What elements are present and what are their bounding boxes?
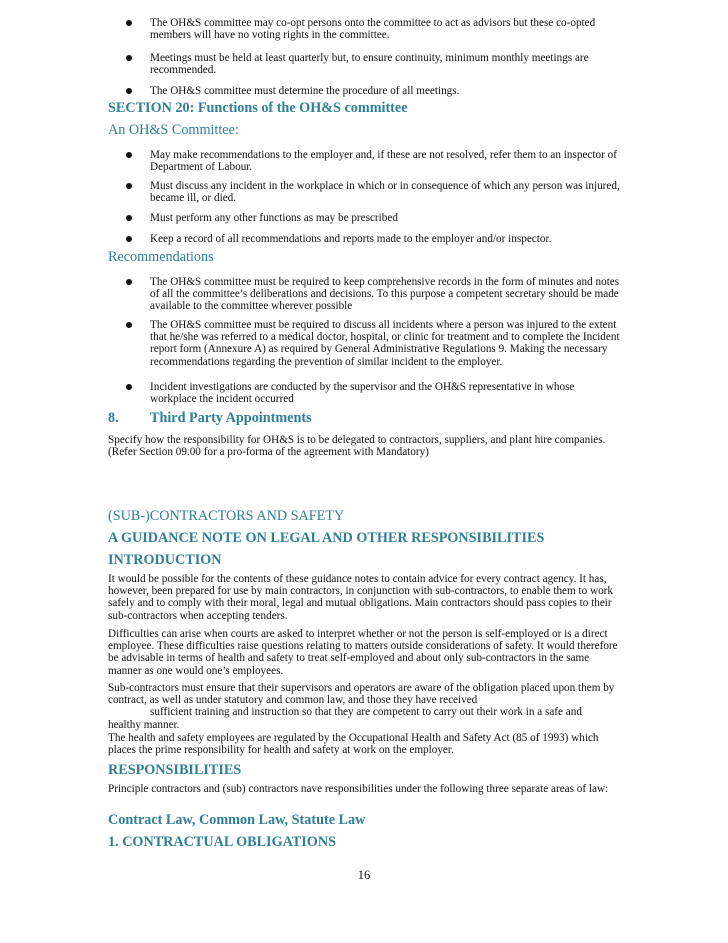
introduction-heading: INTRODUCTION — [108, 552, 222, 568]
list-item: Keep a record of all recommendations and reports made to the employer and/or inspector. — [108, 233, 623, 245]
responsibilities-heading: RESPONSIBILITIES — [108, 762, 242, 778]
bullet-icon — [126, 384, 132, 390]
bullet-icon — [126, 183, 132, 189]
bullet-icon — [126, 88, 132, 94]
list-item: Meetings must be held at least quarterly but, to ensure continuity, minimum monthly meetings are recommended. — [108, 52, 623, 76]
section-8-text: Specify how the responsibility for OH&S is to be delegated to contractors, suppliers, and plant hire companies. (Refer Section 09.00 for a pro-forma of the agreement with Mandatory) — [108, 434, 606, 459]
list-item: The OH&S committee must be required to keep comprehensive records in the form of minutes and notes of all the committee’s deliberations and decisions. To this purpose a competent secretary should be made available to the committee wherever possible — [108, 276, 623, 313]
intro-paragraph-2: Difficulties can arise when courts are asked to interpret whether or not the person is self-employed or is a direct employee. These difficulties raise questions relating to matters outside considerations of safety. It would therefore be advisable in terms of health and safety to treat self-employed and about only sub-contractors in the same manner as one would one’s employees. — [108, 628, 618, 677]
section-20-subheading: An OH&S Committee: — [108, 122, 239, 138]
list-item: Must discuss any incident in the workplace in which or in consequence of which any person was injured, became ill, or died. — [108, 180, 623, 204]
responsibilities-text: Principle contractors and (sub) contractors nave responsibilities under the following three separate areas of law: — [108, 783, 609, 795]
bullet-icon — [126, 152, 132, 158]
intro-paragraph-3: Sub-contractors must ensure that their supervisors and operators are aware of the obligation placed upon them by contract, as well as under statutory and common law, and those they have received sufficient training and instruction so that they are competent to carry out their work in a safe and healthy manner. — [108, 682, 615, 731]
list-item: May make recommendations to the employer and, if these are not resolved, refer them to an inspector of Department of Labour. — [108, 149, 623, 173]
list-item: Must perform any other functions as may be prescribed — [108, 212, 623, 224]
section-title: Third Party Appointments — [150, 410, 312, 426]
section-8-heading — [108, 410, 668, 427]
intro-paragraph-4: The health and safety employees are regulated by the Occupational Health and Safety Act (85 of 1993) which places the prime responsibility for health and safety at work on the employer. — [108, 732, 599, 757]
bullet-icon — [126, 236, 132, 242]
obligations-heading: 1. CONTRACTUAL OBLIGATIONS — [108, 834, 336, 850]
guidance-heading: A GUIDANCE NOTE ON LEGAL AND OTHER RESPONSIBILITIES — [108, 530, 545, 546]
list-item: Incident investigations are conducted by the supervisor and the OH&S representative in whose workplace the incident occurred — [108, 381, 623, 405]
bullet-icon — [126, 55, 132, 61]
contractors-title: (SUB-)CONTRACTORS AND SAFETY — [108, 508, 345, 524]
bullet-icon — [126, 215, 132, 221]
recommendations-heading: Recommendations — [108, 249, 214, 265]
intro-paragraph-1: It would be possible for the contents of these guidance notes to contain advice for every contract agency. It has, however, been prepared for use by main contractors, in conjunction with sub-contractors, to enable them to work safely and to comply with their moral, legal and mutual obligations. Main contractors should pass copies to their sub-contractors when accepting tenders. — [108, 573, 614, 622]
bullet-icon — [126, 322, 132, 328]
list-item: The OH&S committee must be required to discuss all incidents where a person was injured to the extent that he/she was referred to a medical doctor, hospital, or clinic for treatment and to complete the Incident report form (Annexure A) as required by General Administrative Regulations 9. Making the necessary recommendations regarding the prevention of similar incident to the employer. — [108, 319, 623, 368]
law-heading: Contract Law, Common Law, Statute Law — [108, 812, 366, 828]
list-item: The OH&S committee must determine the procedure of all meetings. — [108, 85, 623, 97]
bullet-icon — [126, 20, 132, 26]
page-number: 16 — [357, 868, 371, 882]
bullet-icon — [126, 279, 132, 285]
list-item: The OH&S committee may co-opt persons onto the committee to act as advisors but these co-opted members will have no voting rights in the committee. — [108, 17, 623, 41]
section-20-heading: SECTION 20: Functions of the OH&S committee — [108, 100, 408, 116]
section-number: 8. — [108, 410, 119, 426]
